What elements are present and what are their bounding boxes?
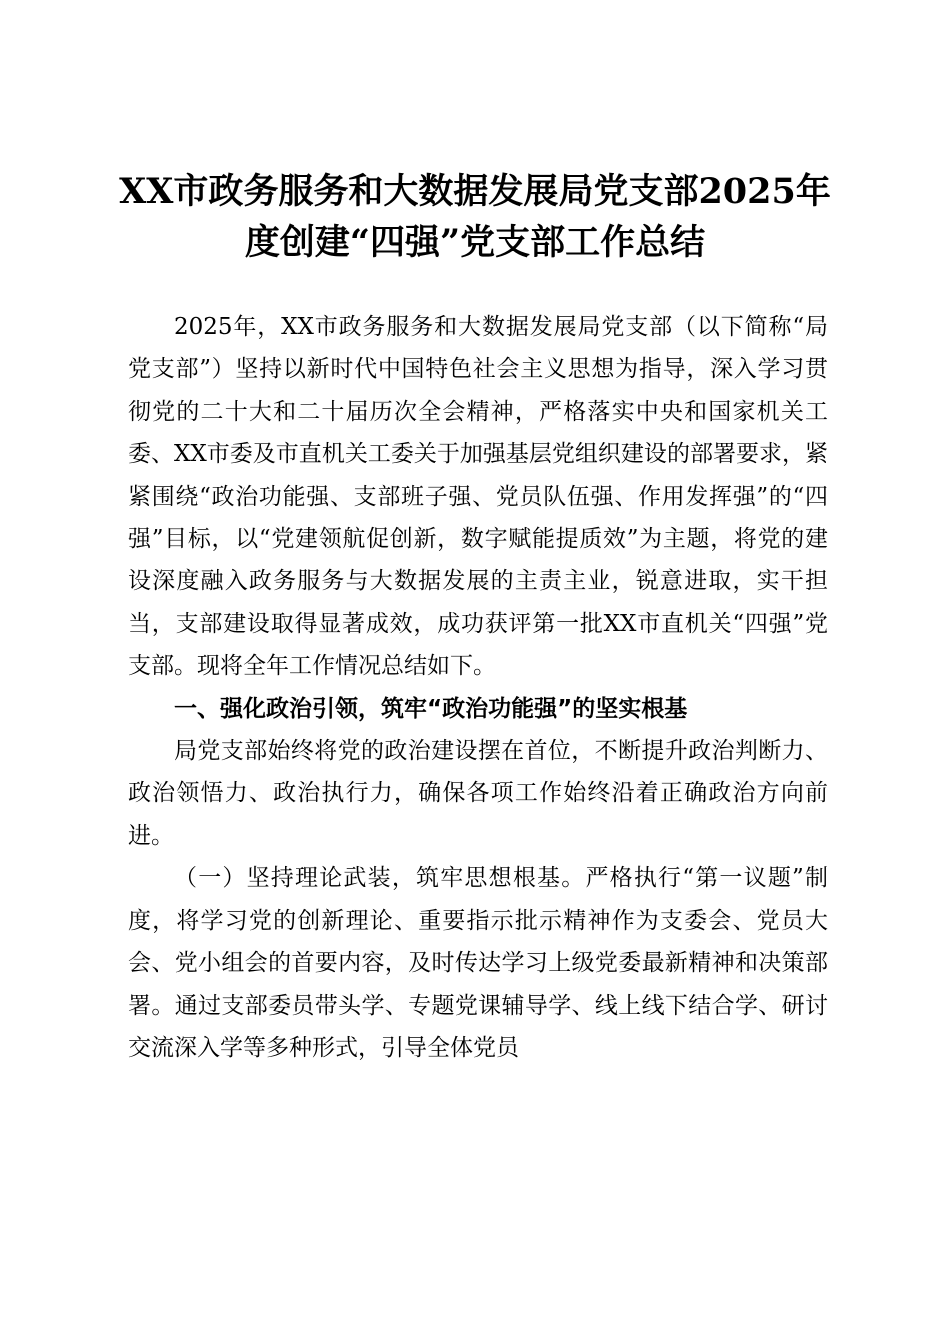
- section-heading-1: 一、强化政治引领，筑牢“政治功能强”的坚实根基: [174, 695, 688, 722]
- intro-paragraph: 2025年，XX市政务服务和大数据发展局党支部（以下简称“局党支部”）坚持以新时代中国特色社会主义思想为指导，深入学习贯彻党的二十大和二十届历次全会精神，严格落实中央和国家机关工委、XX市委及市直机关工委关于加强基层党组织建设的部署要求，紧紧围绕“政治功能强、支部班子强、党员队伍强、作用发挥强”的“四强”目标，以“党建领航促创新，数字赋能提质效”为主题，将党的建设深度融入政务服务与大数据发展的主责主业，锐意进取，实干担当，支部建设取得显著成效，成功获评第一批XX市直机关“四强”党支部。现将全年工作情况总结如下。: [128, 314, 828, 680]
- title-line-2: 度创建“四强”党支部工作总结: [244, 222, 706, 263]
- document-body: [128, 306, 828, 1069]
- subsection-1-paragraph: （一）坚持理论武装，筑牢思想根基。严格执行“第一议题”制度，将学习党的创新理论、重要指示批示精神作为支委会、党员大会、党小组会的首要内容，及时传达学习上级党委最新精神和决策部署。通过支部委员带头学、专题党课辅导学、线上线下结合学、研讨交流深入学等多种形式，引导全体党员: [128, 865, 828, 1061]
- title-line-1: XX市政务服务和大数据发展局党支部2025年: [119, 171, 831, 212]
- section-1-paragraph: 局党支部始终将党的政治建设摆在首位，不断提升政治判断力、政治领悟力、政治执行力，确保各项工作始终沿着正确政治方向前进。: [128, 738, 828, 849]
- document-title: [118, 166, 832, 268]
